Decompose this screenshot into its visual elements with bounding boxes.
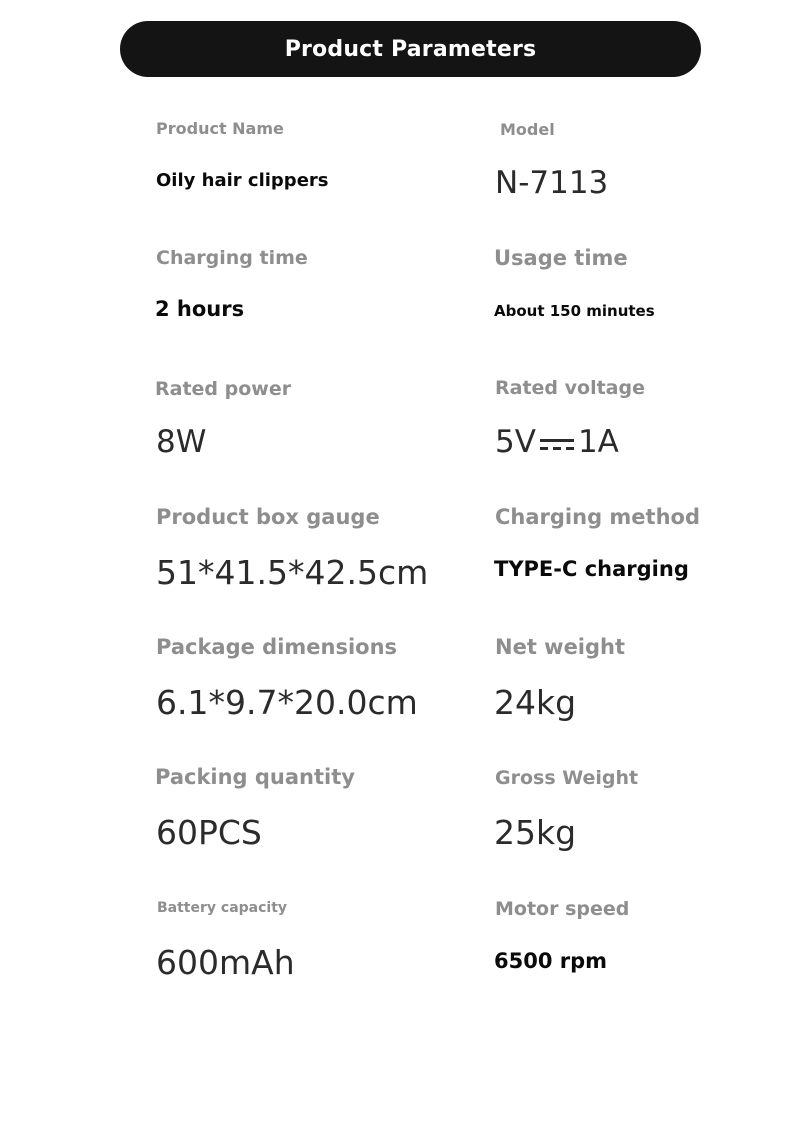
usage-time-label: Usage time bbox=[494, 246, 628, 270]
rated-power-label: Rated power bbox=[155, 378, 292, 400]
page-title: Product Parameters bbox=[284, 36, 537, 62]
box-gauge-label: Product box gauge bbox=[156, 505, 380, 529]
gross-weight-label: Gross Weight bbox=[495, 767, 639, 789]
rated-power-value: 8W bbox=[156, 424, 207, 460]
motor-speed-label: Motor speed bbox=[495, 898, 630, 920]
package-dimensions-value: 6.1*9.7*20.0cm bbox=[156, 683, 418, 722]
net-weight-value: 24kg bbox=[494, 683, 577, 722]
product-name-value: Oily hair clippers bbox=[156, 170, 329, 191]
rated-voltage-label: Rated voltage bbox=[495, 377, 645, 399]
model-label: Model bbox=[500, 120, 555, 139]
packing-quantity-value: 60PCS bbox=[156, 813, 262, 852]
motor-speed-value: 6500 rpm bbox=[494, 949, 608, 973]
page-title-banner bbox=[120, 21, 701, 77]
battery-capacity-value: 600mAh bbox=[156, 943, 295, 982]
package-dimensions-label: Package dimensions bbox=[156, 635, 398, 659]
packing-quantity-label: Packing quantity bbox=[155, 765, 355, 789]
model-value: N-7113 bbox=[495, 165, 609, 201]
net-weight-label: Net weight bbox=[495, 635, 626, 659]
dc-symbol-icon bbox=[540, 437, 574, 451]
charging-method-label: Charging method bbox=[495, 505, 700, 529]
box-gauge-value: 51*41.5*42.5cm bbox=[156, 553, 429, 592]
charging-time-value: 2 hours bbox=[155, 297, 245, 321]
rated-voltage-value bbox=[495, 424, 619, 460]
usage-time-value: About 150 minutes bbox=[494, 302, 655, 320]
charging-time-label: Charging time bbox=[156, 247, 308, 269]
rated-voltage-value-left: 5V bbox=[495, 424, 536, 460]
rated-voltage-value-right: 1A bbox=[577, 424, 619, 460]
gross-weight-value: 25kg bbox=[494, 813, 577, 852]
battery-capacity-label: Battery capacity bbox=[157, 900, 288, 916]
product-name-label: Product Name bbox=[156, 119, 284, 138]
charging-method-value: TYPE-C charging bbox=[494, 557, 689, 581]
